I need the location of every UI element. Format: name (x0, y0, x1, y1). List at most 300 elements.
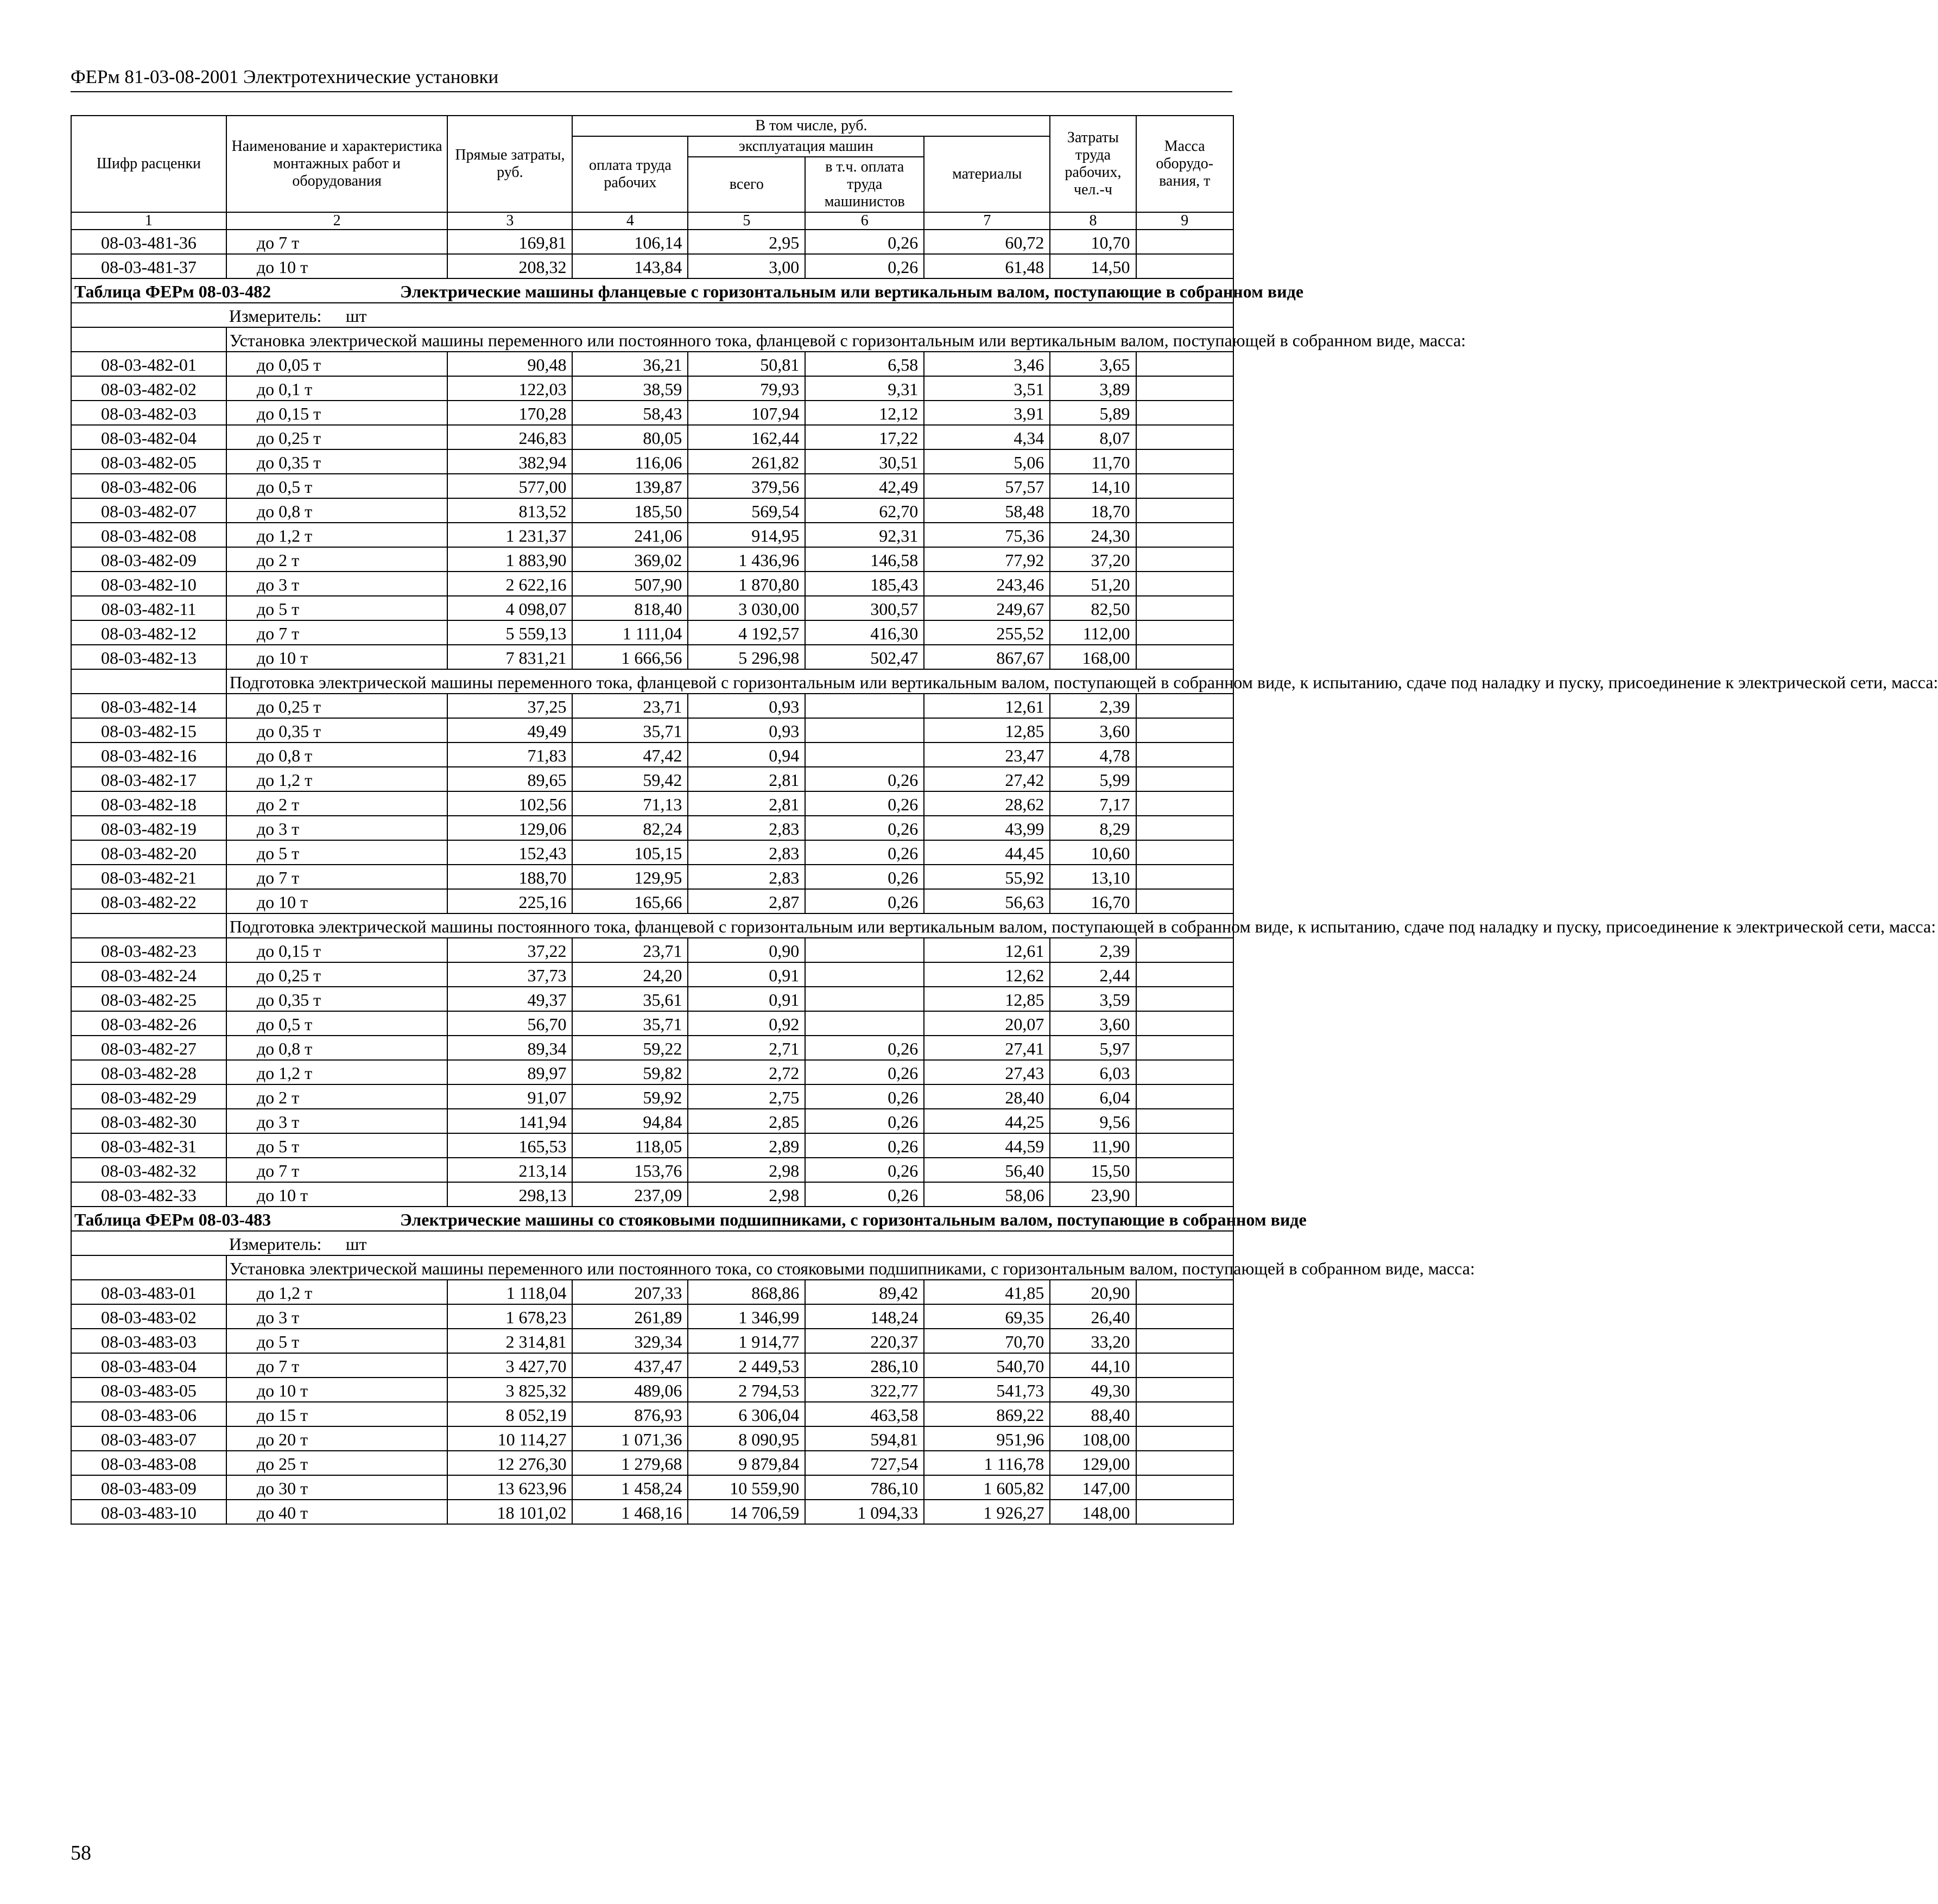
labor-hours: 11,70 (1050, 449, 1136, 474)
labor-cost: 165,66 (572, 889, 688, 913)
table-482-measure (226, 303, 1233, 327)
work-name: до 0,35 т (226, 449, 448, 474)
machinist-labor: 502,47 (805, 645, 924, 669)
labor-hours: 33,20 (1050, 1329, 1136, 1353)
direct-cost: 813,52 (447, 498, 572, 523)
machine-cost: 50,81 (688, 352, 805, 376)
rate-code: 08-03-483-05 (71, 1378, 226, 1402)
labor-hours: 129,00 (1050, 1451, 1136, 1475)
equipment-mass (1136, 1109, 1233, 1133)
direct-cost: 49,37 (447, 987, 572, 1011)
direct-cost: 12 276,30 (447, 1451, 572, 1475)
rate-code: 08-03-482-12 (71, 620, 226, 645)
machinist-labor: 786,10 (805, 1475, 924, 1500)
table-482-desc-3: Подготовка электрической машины постоянного тока, фланцевой с горизонтальным или вертикальным валом, поступающей в собранном виде, к испытанию, сдаче под наладку и пуску, присоединение к электрической сети, масса: (226, 913, 1233, 938)
machine-cost: 10 559,90 (688, 1475, 805, 1500)
col-num: 5 (688, 212, 805, 230)
machinist-labor: 0,26 (805, 1036, 924, 1060)
labor-hours: 14,10 (1050, 474, 1136, 498)
table-row (71, 1158, 1233, 1182)
rows-482-1 (71, 352, 1233, 669)
machine-cost: 2 794,53 (688, 1378, 805, 1402)
labor-cost: 116,06 (572, 449, 688, 474)
work-name: до 3 т (226, 1109, 448, 1133)
materials-cost: 75,36 (924, 523, 1050, 547)
machinist-labor: 0,26 (805, 889, 924, 913)
machine-cost: 914,95 (688, 523, 805, 547)
labor-hours: 3,89 (1050, 376, 1136, 401)
direct-cost: 577,00 (447, 474, 572, 498)
machine-cost: 162,44 (688, 425, 805, 449)
equipment-mass (1136, 449, 1233, 474)
labor-hours: 11,90 (1050, 1133, 1136, 1158)
machinist-labor: 0,26 (805, 767, 924, 791)
equipment-mass (1136, 987, 1233, 1011)
machinist-labor: 0,26 (805, 1109, 924, 1133)
section-table-483 (71, 1207, 1475, 1280)
machinist-labor (805, 718, 924, 742)
machine-cost: 107,94 (688, 401, 805, 425)
table-header (71, 116, 1233, 230)
table-row (71, 987, 1233, 1011)
equipment-mass (1136, 1036, 1233, 1060)
rate-code: 08-03-483-01 (71, 1280, 226, 1304)
machinist-labor: 6,58 (805, 352, 924, 376)
work-name: до 0,25 т (226, 425, 448, 449)
labor-hours: 8,29 (1050, 816, 1136, 840)
rows-483-1 (71, 1280, 1233, 1524)
direct-cost: 1 883,90 (447, 547, 572, 572)
labor-hours: 88,40 (1050, 1402, 1136, 1426)
table-row (71, 523, 1233, 547)
machinist-labor: 12,12 (805, 401, 924, 425)
work-name: до 1,2 т (226, 767, 448, 791)
col-num: 2 (226, 212, 448, 230)
equipment-mass (1136, 840, 1233, 865)
rates-table (71, 115, 1938, 1525)
labor-hours: 112,00 (1050, 620, 1136, 645)
labor-cost: 241,06 (572, 523, 688, 547)
rate-code: 08-03-482-01 (71, 352, 226, 376)
equipment-mass (1136, 1426, 1233, 1451)
machine-cost: 379,56 (688, 474, 805, 498)
equipment-mass (1136, 1329, 1233, 1353)
materials-cost: 12,61 (924, 938, 1050, 962)
blank-cell (71, 669, 226, 694)
table-483-title: Электрические машины со стояковыми подшипниками, с горизонтальным валом, поступающие в собранном виде (400, 1210, 1307, 1229)
materials-cost: 41,85 (924, 1280, 1050, 1304)
materials-cost: 56,40 (924, 1158, 1050, 1182)
labor-cost: 369,02 (572, 547, 688, 572)
machine-cost: 2,95 (688, 230, 805, 254)
materials-cost: 1 605,82 (924, 1475, 1050, 1500)
work-name: до 0,05 т (226, 352, 448, 376)
table-row (71, 1500, 1233, 1524)
direct-cost: 56,70 (447, 1011, 572, 1036)
direct-cost: 37,25 (447, 694, 572, 718)
rate-code: 08-03-483-03 (71, 1329, 226, 1353)
col-head-incl: В том числе, руб. (572, 116, 1050, 136)
direct-cost: 129,06 (447, 816, 572, 840)
labor-cost: 507,90 (572, 572, 688, 596)
labor-cost: 139,87 (572, 474, 688, 498)
col-head-machines: эксплуатация машин (688, 136, 924, 157)
machinist-labor: 0,26 (805, 230, 924, 254)
materials-cost: 3,91 (924, 401, 1050, 425)
labor-hours: 168,00 (1050, 645, 1136, 669)
labor-cost: 36,21 (572, 352, 688, 376)
labor-hours: 16,70 (1050, 889, 1136, 913)
work-name: до 0,8 т (226, 498, 448, 523)
machinist-labor: 286,10 (805, 1353, 924, 1378)
machine-cost: 2 449,53 (688, 1353, 805, 1378)
table-483-measure (226, 1231, 1233, 1255)
table-row (71, 498, 1233, 523)
materials-cost: 12,61 (924, 694, 1050, 718)
machine-cost: 0,91 (688, 987, 805, 1011)
machinist-labor: 0,26 (805, 816, 924, 840)
rate-code: 08-03-482-21 (71, 865, 226, 889)
materials-cost: 60,72 (924, 230, 1050, 254)
work-name: до 30 т (226, 1475, 448, 1500)
work-name: до 7 т (226, 230, 448, 254)
rate-code: 08-03-482-04 (71, 425, 226, 449)
machine-cost: 2,83 (688, 816, 805, 840)
labor-hours: 3,59 (1050, 987, 1136, 1011)
labor-cost: 261,89 (572, 1304, 688, 1329)
materials-cost: 243,46 (924, 572, 1050, 596)
direct-cost: 1 118,04 (447, 1280, 572, 1304)
rate-code: 08-03-481-37 (71, 254, 226, 278)
machinist-labor: 0,26 (805, 1060, 924, 1084)
machine-cost: 1 870,80 (688, 572, 805, 596)
direct-cost: 246,83 (447, 425, 572, 449)
machine-cost: 0,90 (688, 938, 805, 962)
machinist-labor: 0,26 (805, 1158, 924, 1182)
labor-cost: 35,61 (572, 987, 688, 1011)
table-row (71, 938, 1233, 962)
direct-cost: 2 622,16 (447, 572, 572, 596)
machine-cost: 0,93 (688, 694, 805, 718)
labor-hours: 108,00 (1050, 1426, 1136, 1451)
machine-cost: 2,75 (688, 1084, 805, 1109)
col-head-direct: Прямые затраты, руб. (447, 116, 572, 212)
rate-code: 08-03-482-13 (71, 645, 226, 669)
machinist-labor (805, 962, 924, 987)
direct-cost: 2 314,81 (447, 1329, 572, 1353)
labor-cost: 82,24 (572, 816, 688, 840)
materials-cost: 70,70 (924, 1329, 1050, 1353)
machine-cost: 2,85 (688, 1109, 805, 1133)
labor-hours: 15,50 (1050, 1158, 1136, 1182)
table-482-code: Таблица ФЕРм 08-03-482 (74, 282, 271, 301)
col-num: 8 (1050, 212, 1136, 230)
work-name: до 5 т (226, 596, 448, 620)
rate-code: 08-03-483-04 (71, 1353, 226, 1378)
labor-hours: 4,78 (1050, 742, 1136, 767)
rate-code: 08-03-482-18 (71, 791, 226, 816)
rate-code: 08-03-483-07 (71, 1426, 226, 1451)
rate-code: 08-03-482-17 (71, 767, 226, 791)
table-row (71, 254, 1233, 278)
col-head-mass: Масса оборудо-вания, т (1136, 116, 1233, 212)
labor-hours: 2,39 (1050, 694, 1136, 718)
work-name: до 0,5 т (226, 1011, 448, 1036)
materials-cost: 1 926,27 (924, 1500, 1050, 1524)
equipment-mass (1136, 596, 1233, 620)
equipment-mass (1136, 889, 1233, 913)
work-name: до 1,2 т (226, 1060, 448, 1084)
labor-hours: 7,17 (1050, 791, 1136, 816)
machinist-labor (805, 694, 924, 718)
col-head-labor: оплата труда рабочих (572, 136, 688, 212)
work-name: до 25 т (226, 1451, 448, 1475)
machine-cost: 868,86 (688, 1280, 805, 1304)
rate-code: 08-03-482-19 (71, 816, 226, 840)
table-483-desc-1: Установка электрической машины переменного или постоянного тока, со стояковыми подшипниками, с горизонтальным валом, поступающей в собранном виде, масса: (226, 1255, 1233, 1280)
blank-cell (71, 1255, 226, 1280)
rate-code: 08-03-482-20 (71, 840, 226, 865)
machinist-labor: 463,58 (805, 1402, 924, 1426)
work-name: до 10 т (226, 1182, 448, 1207)
direct-cost: 382,94 (447, 449, 572, 474)
labor-hours: 10,60 (1050, 840, 1136, 865)
materials-cost: 12,62 (924, 962, 1050, 987)
labor-cost: 489,06 (572, 1378, 688, 1402)
work-name: до 0,35 т (226, 987, 448, 1011)
equipment-mass (1136, 547, 1233, 572)
labor-hours: 24,30 (1050, 523, 1136, 547)
direct-cost: 90,48 (447, 352, 572, 376)
labor-cost: 185,50 (572, 498, 688, 523)
table-row (71, 1451, 1233, 1475)
direct-cost: 152,43 (447, 840, 572, 865)
equipment-mass (1136, 791, 1233, 816)
machinist-labor: 0,26 (805, 254, 924, 278)
work-name: до 0,8 т (226, 1036, 448, 1060)
table-row (71, 889, 1233, 913)
labor-cost: 105,15 (572, 840, 688, 865)
work-name: до 5 т (226, 1133, 448, 1158)
direct-cost: 7 831,21 (447, 645, 572, 669)
work-name: до 0,15 т (226, 401, 448, 425)
machinist-labor: 594,81 (805, 1426, 924, 1451)
table-row (71, 645, 1233, 669)
section-482-desc-3 (71, 913, 1936, 938)
direct-cost: 225,16 (447, 889, 572, 913)
labor-hours: 26,40 (1050, 1304, 1136, 1329)
labor-hours: 3,60 (1050, 718, 1136, 742)
machinist-labor: 42,49 (805, 474, 924, 498)
direct-cost: 13 623,96 (447, 1475, 572, 1500)
labor-cost: 1 279,68 (572, 1451, 688, 1475)
materials-cost: 57,57 (924, 474, 1050, 498)
work-name: до 7 т (226, 1353, 448, 1378)
machine-cost: 8 090,95 (688, 1426, 805, 1451)
machinist-labor: 89,42 (805, 1280, 924, 1304)
rate-code: 08-03-482-27 (71, 1036, 226, 1060)
equipment-mass (1136, 572, 1233, 596)
equipment-mass (1136, 230, 1233, 254)
table-row (71, 1109, 1233, 1133)
materials-cost: 255,52 (924, 620, 1050, 645)
direct-cost: 10 114,27 (447, 1426, 572, 1451)
labor-cost: 1 468,16 (572, 1500, 688, 1524)
machinist-labor (805, 987, 924, 1011)
work-name: до 10 т (226, 1378, 448, 1402)
labor-cost: 59,82 (572, 1060, 688, 1084)
col-num: 6 (805, 212, 924, 230)
materials-cost: 28,40 (924, 1084, 1050, 1109)
labor-hours: 14,50 (1050, 254, 1136, 278)
equipment-mass (1136, 742, 1233, 767)
equipment-mass (1136, 1158, 1233, 1182)
col-head-mach-total: всего (688, 157, 805, 212)
section-table-482 (71, 278, 1466, 352)
measure-label: Измеритель: (229, 306, 322, 326)
rate-code: 08-03-482-03 (71, 401, 226, 425)
table-482-desc-1: Установка электрической машины переменного или постоянного тока, фланцевой с горизонтальным или вертикальным валом, поступающей в собранном виде, масса: (226, 327, 1233, 352)
direct-cost: 188,70 (447, 865, 572, 889)
equipment-mass (1136, 254, 1233, 278)
direct-cost: 298,13 (447, 1182, 572, 1207)
equipment-mass (1136, 1011, 1233, 1036)
machinist-labor: 220,37 (805, 1329, 924, 1353)
equipment-mass (1136, 962, 1233, 987)
machinist-labor (805, 938, 924, 962)
labor-cost: 35,71 (572, 718, 688, 742)
table-row (71, 865, 1233, 889)
table-row (71, 1084, 1233, 1109)
table-row (71, 791, 1233, 816)
rate-code: 08-03-482-33 (71, 1182, 226, 1207)
equipment-mass (1136, 620, 1233, 645)
machinist-labor: 0,26 (805, 865, 924, 889)
labor-hours: 2,44 (1050, 962, 1136, 987)
work-name: до 5 т (226, 840, 448, 865)
work-name: до 10 т (226, 645, 448, 669)
labor-cost: 59,42 (572, 767, 688, 791)
materials-cost: 44,25 (924, 1109, 1050, 1133)
rate-code: 08-03-482-11 (71, 596, 226, 620)
materials-cost: 27,42 (924, 767, 1050, 791)
direct-cost: 91,07 (447, 1084, 572, 1109)
table-row (71, 547, 1233, 572)
direct-cost: 8 052,19 (447, 1402, 572, 1426)
labor-cost: 24,20 (572, 962, 688, 987)
labor-hours: 37,20 (1050, 547, 1136, 572)
work-name: до 2 т (226, 791, 448, 816)
direct-cost: 169,81 (447, 230, 572, 254)
work-name: до 15 т (226, 1402, 448, 1426)
rate-code: 08-03-482-32 (71, 1158, 226, 1182)
labor-cost: 437,47 (572, 1353, 688, 1378)
table-row (71, 1060, 1233, 1084)
direct-cost: 141,94 (447, 1109, 572, 1133)
labor-cost: 207,33 (572, 1280, 688, 1304)
labor-cost: 59,22 (572, 1036, 688, 1060)
col-num: 3 (447, 212, 572, 230)
materials-cost: 55,92 (924, 865, 1050, 889)
work-name: до 0,35 т (226, 718, 448, 742)
rows-482-3 (71, 938, 1233, 1207)
table-row (71, 1182, 1233, 1207)
machinist-labor: 300,57 (805, 596, 924, 620)
materials-cost: 58,48 (924, 498, 1050, 523)
materials-cost: 4,34 (924, 425, 1050, 449)
labor-hours: 3,65 (1050, 352, 1136, 376)
materials-cost: 869,22 (924, 1402, 1050, 1426)
rate-code: 08-03-482-07 (71, 498, 226, 523)
rate-code: 08-03-482-28 (71, 1060, 226, 1084)
rate-code: 08-03-482-29 (71, 1084, 226, 1109)
rate-code: 08-03-482-30 (71, 1109, 226, 1133)
machine-cost: 2,87 (688, 889, 805, 913)
machinist-labor: 727,54 (805, 1451, 924, 1475)
machine-cost: 2,81 (688, 767, 805, 791)
materials-cost: 56,63 (924, 889, 1050, 913)
equipment-mass (1136, 1084, 1233, 1109)
rate-code: 08-03-482-16 (71, 742, 226, 767)
machine-cost: 569,54 (688, 498, 805, 523)
work-name: до 40 т (226, 1500, 448, 1524)
machine-cost: 0,91 (688, 962, 805, 987)
blank-cell (71, 303, 226, 327)
col-head-mach-labor: в т.ч. оплата труда машинистов (805, 157, 924, 212)
materials-cost: 58,06 (924, 1182, 1050, 1207)
direct-cost: 89,97 (447, 1060, 572, 1084)
table-row (71, 1011, 1233, 1036)
machine-cost: 2,83 (688, 840, 805, 865)
rate-code: 08-03-483-09 (71, 1475, 226, 1500)
blank-cell (71, 327, 226, 352)
table-row (71, 474, 1233, 498)
col-head-materials: материалы (924, 136, 1050, 212)
work-name: до 3 т (226, 1304, 448, 1329)
labor-cost: 71,13 (572, 791, 688, 816)
materials-cost: 12,85 (924, 987, 1050, 1011)
machine-cost: 5 296,98 (688, 645, 805, 669)
machine-cost: 1 436,96 (688, 547, 805, 572)
col-num: 7 (924, 212, 1050, 230)
labor-cost: 23,71 (572, 694, 688, 718)
rows-top (71, 230, 1233, 278)
labor-cost: 94,84 (572, 1109, 688, 1133)
labor-cost: 58,43 (572, 401, 688, 425)
direct-cost: 89,65 (447, 767, 572, 791)
rate-code: 08-03-482-14 (71, 694, 226, 718)
section-482-desc-2 (71, 669, 1938, 694)
page-number: 58 (71, 1842, 91, 1864)
rate-code: 08-03-483-06 (71, 1402, 226, 1426)
equipment-mass (1136, 352, 1233, 376)
machine-cost: 9 879,84 (688, 1451, 805, 1475)
materials-cost: 951,96 (924, 1426, 1050, 1451)
materials-cost: 1 116,78 (924, 1451, 1050, 1475)
rate-code: 08-03-482-25 (71, 987, 226, 1011)
labor-cost: 23,71 (572, 938, 688, 962)
work-name: до 7 т (226, 1158, 448, 1182)
table-row (71, 620, 1233, 645)
work-name: до 0,8 т (226, 742, 448, 767)
machine-cost: 0,94 (688, 742, 805, 767)
direct-cost: 89,34 (447, 1036, 572, 1060)
table-row (71, 449, 1233, 474)
table-row (71, 572, 1233, 596)
table-row (71, 962, 1233, 987)
labor-hours: 9,56 (1050, 1109, 1136, 1133)
table-483-title-cell (71, 1207, 1307, 1231)
